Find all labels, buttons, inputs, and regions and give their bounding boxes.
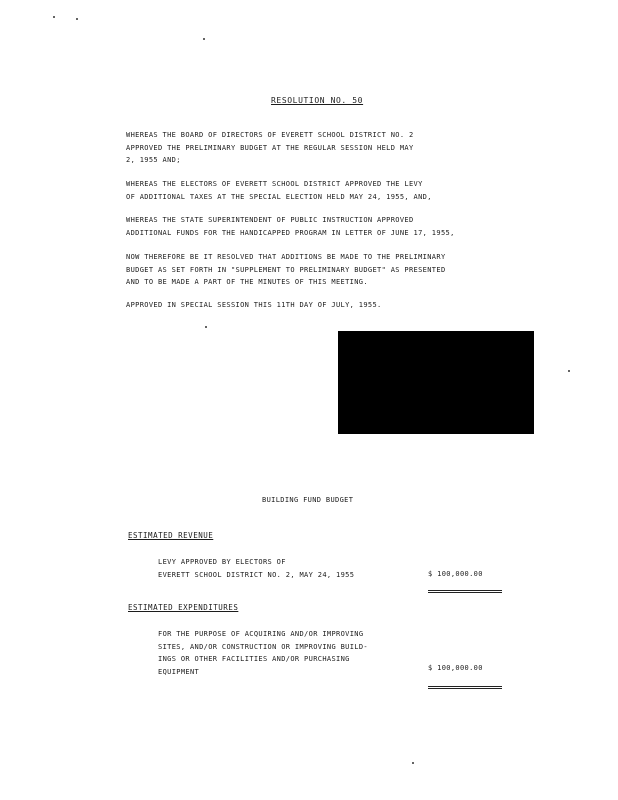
scan-speck	[76, 18, 78, 20]
estimated-expenditures-heading: ESTIMATED EXPENDITURES	[128, 603, 239, 612]
estimated-revenue-heading: ESTIMATED REVENUE	[128, 531, 214, 540]
expenditure-item-description: FOR THE PURPOSE OF ACQUIRING AND/OR IMPROVING SITES, AND/OR CONSTRUCTION OR IMPROVING BUILD- INGS OR OTHER FACILITIES AND/OR PURCHASING EQUIPMENT	[158, 630, 368, 676]
approval-line: APPROVED IN SPECIAL SESSION THIS 11TH DAY OF JULY, 1955.	[126, 301, 382, 309]
resolution-title: RESOLUTION NO. 50	[271, 96, 364, 105]
scan-speck	[568, 370, 570, 372]
revenue-amount: $ 100,000.00	[428, 570, 483, 578]
revenue-total-rule	[428, 590, 502, 593]
expenditure-amount: $ 100,000.00	[428, 664, 483, 672]
resolved-paragraph: NOW THEREFORE BE IT RESOLVED THAT ADDITIONS BE MADE TO THE PRELIMINARY BUDGET AS SET FORTH IN "SUPPLEMENT TO PRELIMINARY BUDGET" AS PRESENTED AND TO BE MADE A PART OF THE MINUTES OF THIS MEETING.	[126, 253, 446, 286]
revenue-item-description: LEVY APPROVED BY ELECTORS OF EVERETT SCHOOL DISTRICT NO. 2, MAY 24, 1955	[158, 558, 355, 579]
expenditure-total-rule	[428, 686, 502, 689]
whereas-paragraph-electors: WHEREAS THE ELECTORS OF EVERETT SCHOOL DISTRICT APPROVED THE LEVY OF ADDITIONAL TAXES AT THE SPECIAL ELECTION HELD MAY 24, 1955, AND,	[126, 180, 432, 201]
whereas-paragraph-board: WHEREAS THE BOARD OF DIRECTORS OF EVERETT SCHOOL DISTRICT NO. 2 APPROVED THE PRELIMINARY BUDGET AT THE REGULAR SESSION HELD MAY 2, 1955 AND;	[126, 131, 414, 164]
whereas-paragraph-superintendent: WHEREAS THE STATE SUPERINTENDENT OF PUBLIC INSTRUCTION APPROVED ADDITIONAL FUNDS FOR THE HANDICAPPED PROGRAM IN LETTER OF JUNE 17, 1955,	[126, 216, 455, 237]
budget-title: BUILDING FUND BUDGET	[262, 496, 354, 504]
scan-speck	[53, 16, 55, 18]
scan-speck	[412, 762, 414, 764]
scan-speck	[203, 38, 205, 40]
scan-speck	[205, 326, 207, 328]
redaction-block	[338, 331, 534, 434]
